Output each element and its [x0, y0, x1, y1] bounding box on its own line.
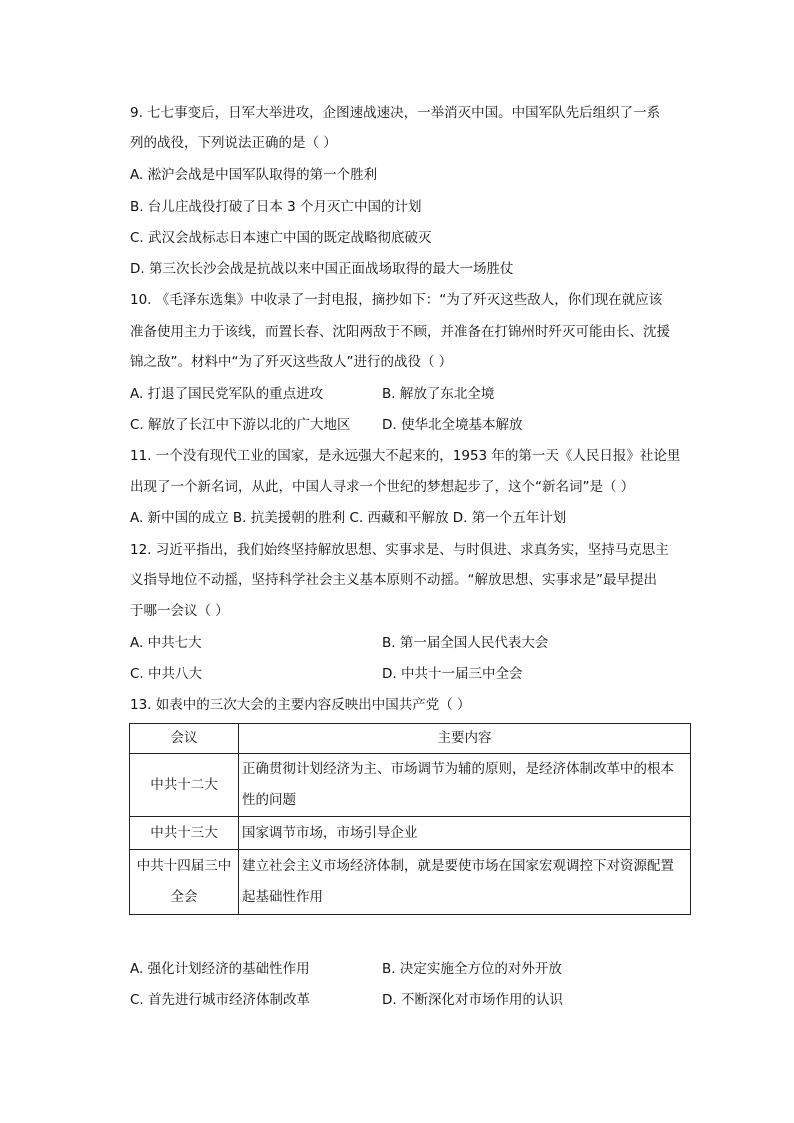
- q11-stem-line1: 11. 一个没有现代工业的国家，是永远强大不起来的，1953 年的第一天《人民日报》社论里: [130, 448, 681, 464]
- table-row: [130, 850, 691, 915]
- q12-stem-line3: 于哪一会议（ ）: [130, 603, 229, 619]
- q9-option-d: D. 第三次长沙会战是抗战以来中国正面战场取得的最大一场胜仗: [130, 261, 514, 277]
- meeting-cell: [130, 850, 239, 915]
- q9-option-c: C. 武汉会战标志日本速亡中国的既定战略彻底破灭: [130, 230, 432, 246]
- q13-option-a: A. 强化计划经济的基础性作用: [130, 961, 310, 977]
- q11-options: A. 新中国的成立 B. 抗美援朝的胜利 C. 西藏和平解放 D. 第一个五年计划: [130, 510, 567, 526]
- table-header-row: [130, 724, 691, 754]
- q9-stem-line2: 列的战役，下列说法正确的是（ ）: [130, 135, 337, 151]
- q13-option-c: C. 首先进行城市经济体制改革: [130, 992, 311, 1008]
- q12-stem-line1: 12. 习近平指出，我们始终坚持解放思想、实事求是、与时俱进、求真务实，坚持马克思主: [130, 542, 669, 558]
- content-cell: [239, 754, 691, 817]
- q13-option-b: B. 决定实施全方位的对外开放: [382, 961, 562, 977]
- q9-stem-line1: 9. 七七事变后，日军大举进攻，企图速战速决，一举消灭中国。中国军队先后组织了一系: [130, 105, 661, 121]
- q10-option-c: C. 解放了长江中下游以北的广大地区: [130, 417, 351, 433]
- q12-option-b: B. 第一届全国人民代表大会: [382, 635, 549, 651]
- q9-option-b: B. 台儿庄战役打破了日本 3 个月灭亡中国的计划: [130, 199, 422, 215]
- content-cell: [239, 850, 691, 915]
- meeting-cell: 中共十二大: [130, 754, 239, 817]
- q12-stem-line2: 义指导地位不动摇，坚持科学社会主义基本原则不动摇。“解放思想、实事求是”最早提出: [130, 572, 657, 588]
- q10-stem-line1: 10. 《毛泽东选集》中收录了一封电报，摘抄如下：“为了歼灭这些敌人，你们现在就应该: [130, 292, 663, 308]
- q13-table: [129, 723, 691, 915]
- content-text: 正确贯彻计划经济为主、市场调节为辅的原则，是经济体制改革中的根本性的问题: [242, 761, 674, 808]
- q13-stem: 13. 如表中的三次大会的主要内容反映出中国共产党（ ）: [130, 697, 471, 713]
- q10-option-a: A. 打退了国民党军队的重点进攻: [130, 386, 324, 402]
- q9-option-a: A. 淞沪会战是中国军队取得的第一个胜利: [130, 167, 378, 183]
- header-meeting: 会议: [130, 724, 239, 754]
- q12-option-c: C. 中共八大: [130, 666, 203, 682]
- q10-option-b: B. 解放了东北全境: [382, 386, 495, 402]
- meeting-cell: 中共十三大: [130, 817, 239, 850]
- q12-option-d: D. 中共十一届三中全会: [382, 666, 523, 682]
- q12-option-a: A. 中共七大: [130, 635, 202, 651]
- q13-option-d: D. 不断深化对市场作用的认识: [382, 992, 563, 1008]
- content-text: 国家调节市场，市场引导企业: [242, 824, 418, 841]
- content-cell: [239, 817, 691, 850]
- table-row: [130, 817, 691, 850]
- q10-stem-line3: 锦之敌”。材料中“为了歼灭这些敌人”进行的战役（ ）: [130, 354, 453, 370]
- content-text: 建立社会主义市场经济体制，就是要使市场在国家宏观调控下对资源配置起基础性作用: [242, 858, 674, 905]
- q10-option-d: D. 使华北全境基本解放: [382, 417, 523, 433]
- meeting-text: 中共十四届三中全会: [136, 858, 232, 905]
- q10-stem-line2: 准备使用主力于该线，而置长春、沈阳两敌于不顾，并准备在打锦州时歼灭可能由长、沈援: [130, 324, 670, 340]
- table-row: [130, 754, 691, 817]
- header-content: 主要内容: [239, 724, 691, 754]
- q11-stem-line2: 出现了一个新名词，从此，中国人寻求一个世纪的梦想起步了，这个“新名词”是（ ）: [130, 479, 635, 495]
